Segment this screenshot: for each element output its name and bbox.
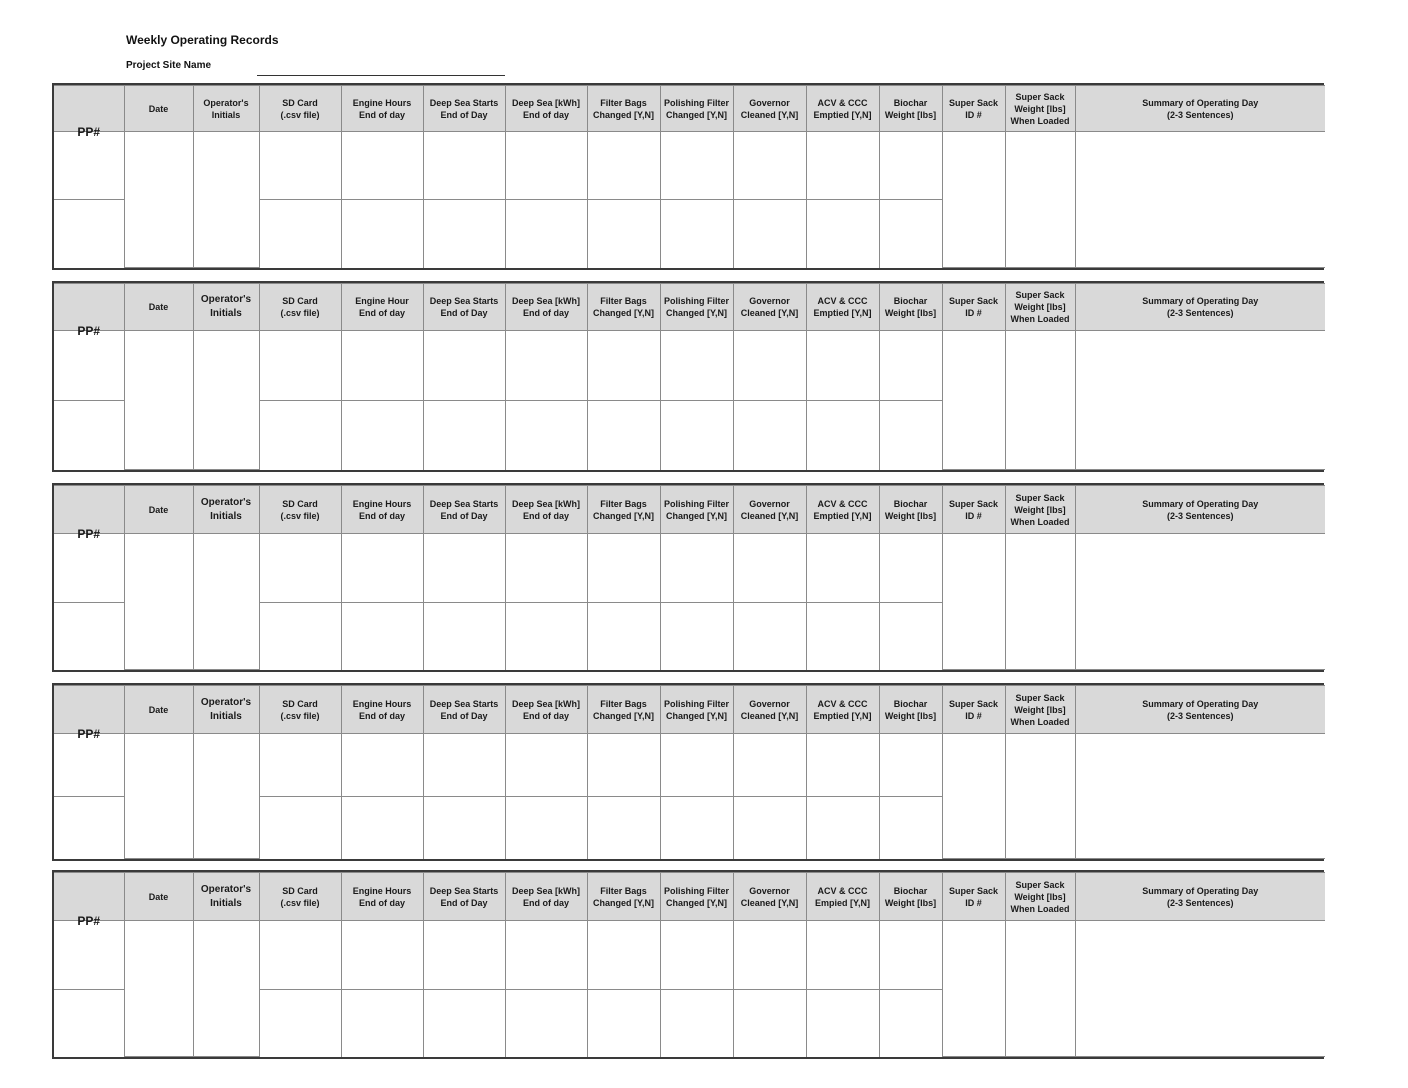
entry-cell[interactable] <box>806 921 879 990</box>
column-header: Biochar Weight [lbs] <box>879 873 942 921</box>
entry-cell[interactable] <box>587 797 660 859</box>
entry-cell[interactable] <box>1005 921 1075 1057</box>
entry-cell[interactable] <box>733 132 806 200</box>
header-label: PP# <box>77 727 101 741</box>
entry-cell[interactable] <box>733 200 806 268</box>
entry-cell[interactable] <box>733 734 806 797</box>
entry-cell[interactable] <box>1075 132 1325 268</box>
entry-cell[interactable] <box>1005 331 1075 470</box>
entry-cell[interactable] <box>423 200 505 268</box>
record-block <box>52 281 1324 472</box>
table-row <box>54 331 1325 401</box>
entry-cell[interactable] <box>54 797 124 859</box>
entry-cell[interactable] <box>259 331 341 401</box>
entry-cell[interactable] <box>806 990 879 1057</box>
entry-cell[interactable] <box>660 534 733 603</box>
entry-cell[interactable] <box>660 401 733 470</box>
entry-cell[interactable] <box>1005 132 1075 268</box>
entry-cell[interactable] <box>124 331 193 470</box>
entry-cell[interactable] <box>587 132 660 200</box>
entry-cell[interactable] <box>423 797 505 859</box>
column-header: ACV & CCC Emptied [Y,N] <box>806 284 879 331</box>
header-label: PP# <box>77 527 101 541</box>
entry-cell[interactable] <box>505 534 587 603</box>
column-header: Polishing Filter Changed [Y,N] <box>660 686 733 734</box>
column-header: Super Sack Weight [lbs] When Loaded <box>1005 873 1075 921</box>
record-block <box>52 683 1324 861</box>
entry-cell[interactable] <box>879 200 942 268</box>
column-header: Operator's Initials <box>193 284 259 331</box>
entry-cell[interactable] <box>660 132 733 200</box>
entry-cell[interactable] <box>341 921 423 990</box>
column-header: Summary of Operating Day (2-3 Sentences) <box>1075 284 1325 331</box>
column-header: Date <box>124 686 193 734</box>
entry-cell[interactable] <box>806 534 879 603</box>
column-header: ACV & CCC Emptied [Y,N] <box>806 86 879 132</box>
entry-cell[interactable] <box>54 132 124 200</box>
column-header: Filter Bags Changed [Y,N] <box>587 86 660 132</box>
column-header: Biochar Weight [lbs] <box>879 686 942 734</box>
record-block <box>52 483 1324 672</box>
entry-cell[interactable] <box>341 797 423 859</box>
entry-cell[interactable] <box>942 734 1005 859</box>
column-header: Date <box>124 486 193 534</box>
entry-cell[interactable] <box>1075 734 1325 859</box>
entry-cell[interactable] <box>341 200 423 268</box>
entry-cell[interactable] <box>505 990 587 1057</box>
entry-cell[interactable] <box>879 401 942 470</box>
header-pp-number <box>54 284 124 338</box>
entry-cell[interactable] <box>879 132 942 200</box>
header-label: PP# <box>77 914 101 928</box>
column-header: Deep Sea [kWh] End of day <box>505 284 587 331</box>
column-header: Engine Hours End of day <box>341 86 423 132</box>
column-header: Engine Hours End of day <box>341 486 423 534</box>
entry-cell[interactable] <box>423 921 505 990</box>
entry-cell[interactable] <box>124 132 193 268</box>
record-table <box>54 685 1325 859</box>
column-header: Super Sack ID # <box>942 86 1005 132</box>
column-header: Date <box>124 873 193 921</box>
entry-cell[interactable] <box>733 797 806 859</box>
entry-cell[interactable] <box>879 921 942 990</box>
column-header: Super Sack Weight [lbs] When Loaded <box>1005 86 1075 132</box>
entry-cell[interactable] <box>54 331 124 401</box>
entry-cell[interactable] <box>587 331 660 401</box>
column-header: Deep Sea [kWh] End of day <box>505 873 587 921</box>
column-header: Governor Cleaned [Y,N] <box>733 686 806 734</box>
entry-cell[interactable] <box>879 734 942 797</box>
entry-cell[interactable] <box>505 401 587 470</box>
entry-cell[interactable] <box>423 401 505 470</box>
column-header: Date <box>124 284 193 331</box>
table-row <box>54 734 1325 797</box>
entry-cell[interactable] <box>587 990 660 1057</box>
entry-cell[interactable] <box>942 132 1005 268</box>
header-pp-number <box>54 486 124 541</box>
entry-cell[interactable] <box>942 331 1005 470</box>
entry-cell[interactable] <box>259 797 341 859</box>
entry-cell[interactable] <box>259 990 341 1057</box>
entry-cell[interactable] <box>259 534 341 603</box>
entry-cell[interactable] <box>806 734 879 797</box>
entry-cell[interactable] <box>54 200 124 268</box>
entry-cell[interactable] <box>733 921 806 990</box>
entry-cell[interactable] <box>505 132 587 200</box>
column-header: SD Card (.csv file) <box>259 686 341 734</box>
column-header: Governor Cleaned [Y,N] <box>733 86 806 132</box>
entry-cell[interactable] <box>660 990 733 1057</box>
entry-cell[interactable] <box>942 534 1005 670</box>
entry-cell[interactable] <box>423 331 505 401</box>
entry-cell[interactable] <box>423 603 505 670</box>
entry-cell[interactable] <box>806 797 879 859</box>
column-header: SD Card (.csv file) <box>259 86 341 132</box>
column-header: Deep Sea Starts End of Day <box>423 284 505 331</box>
entry-cell[interactable] <box>879 603 942 670</box>
column-header: Engine Hours End of day <box>341 686 423 734</box>
entry-cell[interactable] <box>259 200 341 268</box>
column-header: Operator's Initials <box>193 873 259 921</box>
entry-cell[interactable] <box>259 921 341 990</box>
record-table <box>54 485 1325 670</box>
entry-cell[interactable] <box>587 734 660 797</box>
column-header: Super Sack Weight [lbs] When Loaded <box>1005 486 1075 534</box>
entry-cell[interactable] <box>733 331 806 401</box>
entry-cell[interactable] <box>660 734 733 797</box>
entry-cell[interactable] <box>193 331 259 470</box>
entry-cell[interactable] <box>193 921 259 1057</box>
column-header: Super Sack ID # <box>942 686 1005 734</box>
entry-cell[interactable] <box>505 734 587 797</box>
entry-cell[interactable] <box>879 797 942 859</box>
entry-cell[interactable] <box>54 401 124 470</box>
entry-cell[interactable] <box>660 797 733 859</box>
entry-cell[interactable] <box>1005 734 1075 859</box>
column-header: Governor Cleaned [Y,N] <box>733 284 806 331</box>
column-header: Summary of Operating Day (2-3 Sentences) <box>1075 486 1325 534</box>
entry-cell[interactable] <box>341 534 423 603</box>
entry-cell[interactable] <box>54 734 124 797</box>
entry-cell[interactable] <box>124 734 193 859</box>
entry-cell[interactable] <box>660 921 733 990</box>
header-pp-number <box>54 873 124 928</box>
entry-cell[interactable] <box>806 132 879 200</box>
column-header: Governor Cleaned [Y,N] <box>733 486 806 534</box>
entry-cell[interactable] <box>54 921 124 990</box>
header-label: PP# <box>77 324 101 338</box>
entry-cell[interactable] <box>1075 921 1325 1057</box>
column-header: Deep Sea Starts End of Day <box>423 86 505 132</box>
entry-cell[interactable] <box>505 921 587 990</box>
entry-cell[interactable] <box>660 603 733 670</box>
column-header: SD Card (.csv file) <box>259 873 341 921</box>
column-header: Governor Cleaned [Y,N] <box>733 873 806 921</box>
entry-cell[interactable] <box>54 534 124 603</box>
column-header: Summary of Operating Day (2-3 Sentences) <box>1075 873 1325 921</box>
entry-cell[interactable] <box>1075 331 1325 470</box>
entry-cell[interactable] <box>423 132 505 200</box>
column-header: Summary of Operating Day (2-3 Sentences) <box>1075 86 1325 132</box>
entry-cell[interactable] <box>733 534 806 603</box>
entry-cell[interactable] <box>54 603 124 670</box>
column-header: Filter Bags Changed [Y,N] <box>587 486 660 534</box>
entry-cell[interactable] <box>733 990 806 1057</box>
entry-cell[interactable] <box>505 200 587 268</box>
entry-cell[interactable] <box>423 734 505 797</box>
column-header: Date <box>124 86 193 132</box>
column-header: Deep Sea [kWh] End of day <box>505 486 587 534</box>
entry-cell[interactable] <box>124 921 193 1057</box>
entry-cell[interactable] <box>505 331 587 401</box>
column-header: Polishing Filter Changed [Y,N] <box>660 86 733 132</box>
column-header: Polishing Filter Changed [Y,N] <box>660 873 733 921</box>
entry-cell[interactable] <box>942 921 1005 1057</box>
entry-cell[interactable] <box>587 921 660 990</box>
column-header: Filter Bags Changed [Y,N] <box>587 284 660 331</box>
entry-cell[interactable] <box>505 797 587 859</box>
entry-cell[interactable] <box>259 734 341 797</box>
header-pp-number <box>54 686 124 741</box>
column-header: Biochar Weight [lbs] <box>879 284 942 331</box>
entry-cell[interactable] <box>587 603 660 670</box>
entry-cell[interactable] <box>587 200 660 268</box>
table-row <box>54 132 1325 200</box>
column-header: Polishing Filter Changed [Y,N] <box>660 284 733 331</box>
record-table <box>54 872 1325 1057</box>
table-row <box>54 921 1325 990</box>
column-header: Super Sack ID # <box>942 284 1005 331</box>
entry-cell[interactable] <box>423 990 505 1057</box>
table-row <box>54 534 1325 603</box>
column-header: Operator's Initials <box>193 486 259 534</box>
column-header: ACV & CCC Empied [Y,N] <box>806 873 879 921</box>
column-header: SD Card (.csv file) <box>259 284 341 331</box>
header-pp-number <box>54 86 124 139</box>
entry-cell[interactable] <box>341 132 423 200</box>
entry-cell[interactable] <box>341 734 423 797</box>
record-block <box>52 83 1324 270</box>
record-table <box>54 283 1325 470</box>
entry-cell[interactable] <box>259 401 341 470</box>
entry-cell[interactable] <box>54 990 124 1057</box>
entry-cell[interactable] <box>124 534 193 670</box>
header-label: PP# <box>77 125 101 139</box>
column-header: Super Sack Weight [lbs] When Loaded <box>1005 686 1075 734</box>
entry-cell[interactable] <box>879 331 942 401</box>
column-header: Polishing Filter Changed [Y,N] <box>660 486 733 534</box>
entry-cell[interactable] <box>806 603 879 670</box>
column-header: Biochar Weight [lbs] <box>879 86 942 132</box>
entry-cell[interactable] <box>505 603 587 670</box>
entry-cell[interactable] <box>879 990 942 1057</box>
entry-cell[interactable] <box>806 200 879 268</box>
entry-cell[interactable] <box>733 603 806 670</box>
entry-cell[interactable] <box>806 401 879 470</box>
entry-cell[interactable] <box>1075 534 1325 670</box>
entry-cell[interactable] <box>259 603 341 670</box>
column-header: Filter Bags Changed [Y,N] <box>587 873 660 921</box>
column-header: Operator's Initials <box>193 86 259 132</box>
column-header: Deep Sea Starts End of Day <box>423 686 505 734</box>
project-site-input-line[interactable] <box>257 75 505 76</box>
column-header: Engine Hours End of day <box>341 873 423 921</box>
page-title: Weekly Operating Records <box>126 33 279 47</box>
entry-cell[interactable] <box>587 401 660 470</box>
column-header: Super Sack ID # <box>942 873 1005 921</box>
column-header: ACV & CCC Emptied [Y,N] <box>806 486 879 534</box>
column-header: Deep Sea [kWh] End of day <box>505 686 587 734</box>
entry-cell[interactable] <box>806 331 879 401</box>
entry-cell[interactable] <box>423 534 505 603</box>
entry-cell[interactable] <box>341 603 423 670</box>
entry-cell[interactable] <box>341 401 423 470</box>
column-header: SD Card (.csv file) <box>259 486 341 534</box>
entry-cell[interactable] <box>587 534 660 603</box>
entry-cell[interactable] <box>879 534 942 603</box>
entry-cell[interactable] <box>193 132 259 268</box>
entry-cell[interactable] <box>341 331 423 401</box>
column-header: Super Sack Weight [lbs] When Loaded <box>1005 284 1075 331</box>
record-block <box>52 870 1324 1059</box>
entry-cell[interactable] <box>259 132 341 200</box>
column-header: ACV & CCC Emptied [Y,N] <box>806 686 879 734</box>
project-site-label: Project Site Name <box>126 60 212 71</box>
entry-cell[interactable] <box>660 200 733 268</box>
column-header: Operator's Initials <box>193 686 259 734</box>
entry-cell[interactable] <box>193 734 259 859</box>
entry-cell[interactable] <box>733 401 806 470</box>
entry-cell[interactable] <box>660 331 733 401</box>
entry-cell[interactable] <box>193 534 259 670</box>
column-header: Deep Sea Starts End of Day <box>423 873 505 921</box>
entry-cell[interactable] <box>1005 534 1075 670</box>
record-table <box>54 85 1325 268</box>
column-header: Engine Hour End of day <box>341 284 423 331</box>
column-header: Deep Sea [kWh] End of day <box>505 86 587 132</box>
column-header: Deep Sea Starts End of Day <box>423 486 505 534</box>
entry-cell[interactable] <box>341 990 423 1057</box>
column-header: Summary of Operating Day (2-3 Sentences) <box>1075 686 1325 734</box>
column-header: Filter Bags Changed [Y,N] <box>587 686 660 734</box>
column-header: Biochar Weight [lbs] <box>879 486 942 534</box>
column-header: Super Sack ID # <box>942 486 1005 534</box>
